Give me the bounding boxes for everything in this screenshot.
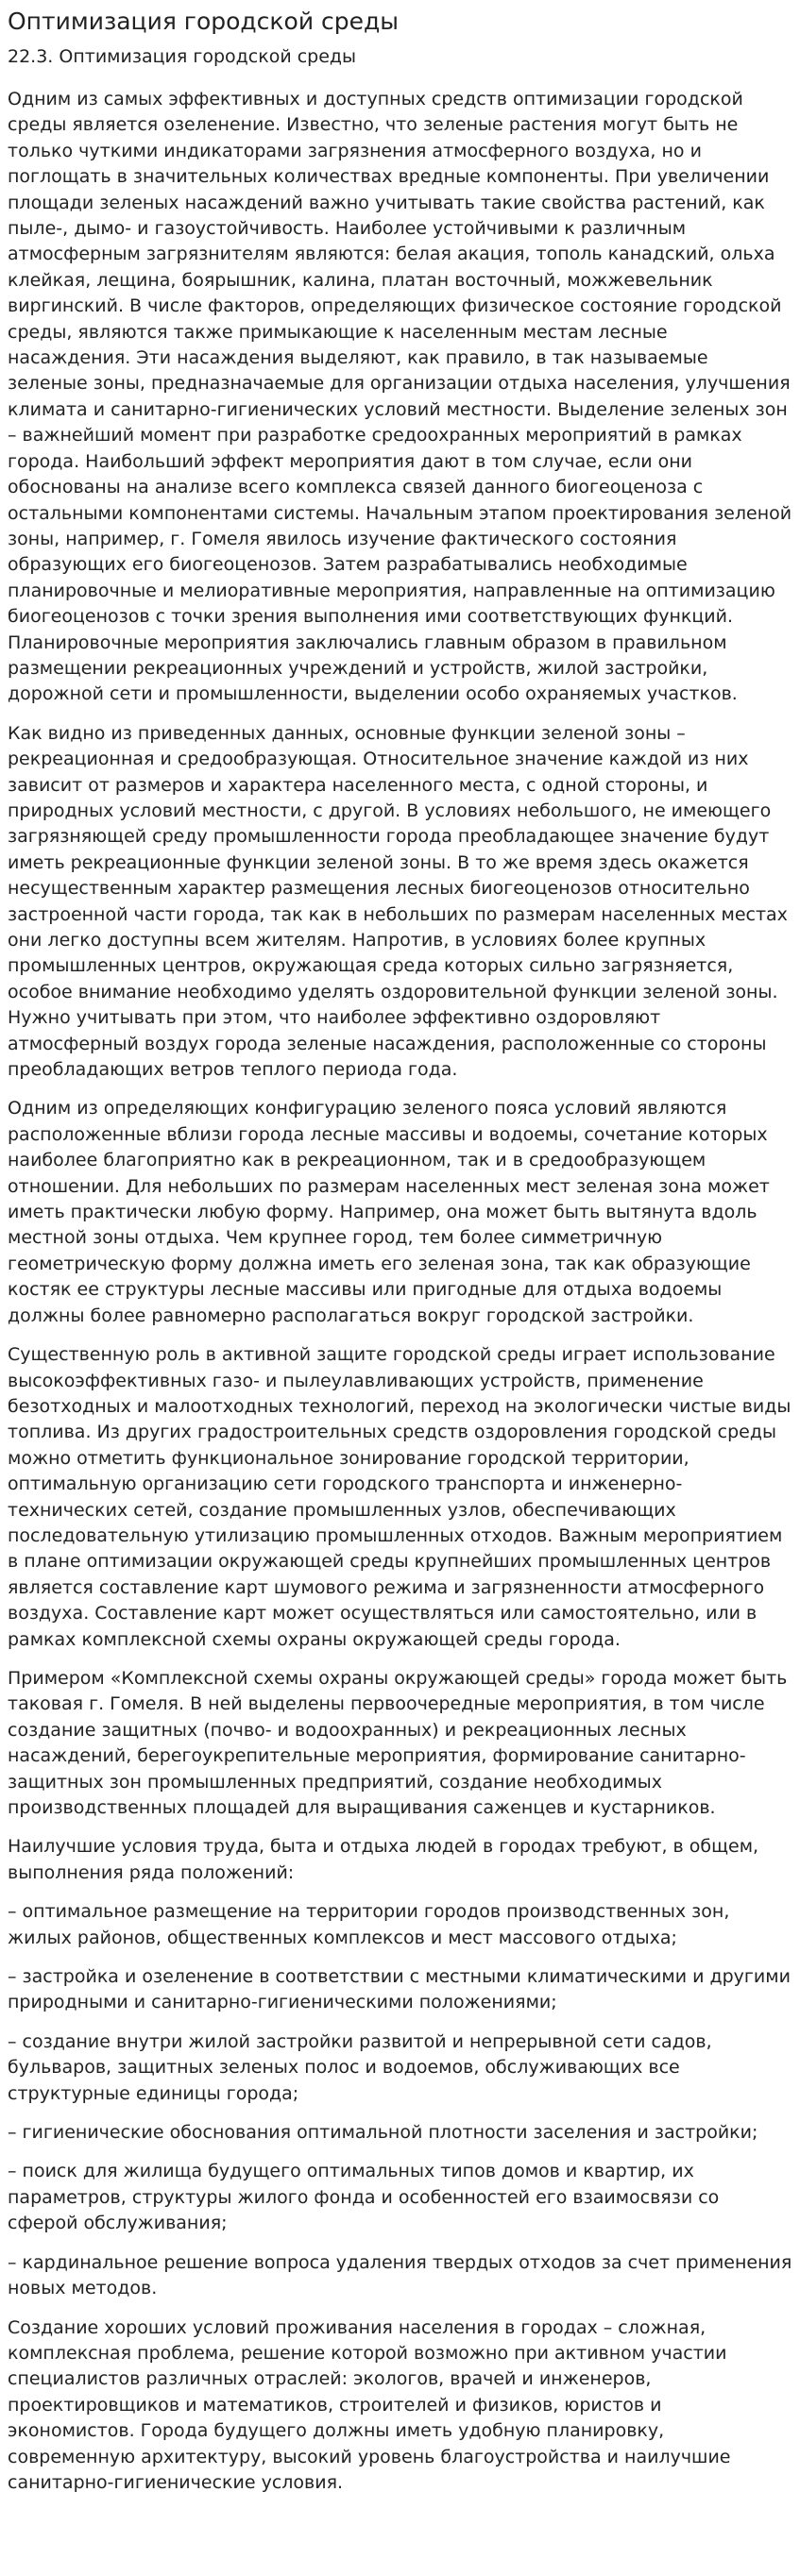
paragraph-green-zone-functions: Как видно из приведенных данных, основные функции зеленой зоны – рекреационная и средообразующая. Относительное значение каждой из них зависит от размеров и характера населенного места, с одной стороны, и природных условий местности, с другой. В условиях небольшого, не имеющего загрязняющей среду промышленности города преобладающее значение будут иметь рекреационные функции зеленой зоны. В то же время здесь окажется несущественным характер размещения лесных биогеоценозов относительно застроенной части города, так как в небольших по размерам населенных местах они легко доступны всем жителям. Напротив, в условиях более крупных промышленных центров, окружающая среда которых сильно загрязняется, особое внимание необходимо уделять оздоровительной функции зеленой зоны. Нужно учитывать при этом, что наиболее эффективно оздоровляют атмосферный воздух города зеленые насаждения, расположенные со стороны преобладающих ветров теплого периода года. <box>8 722 788 1081</box>
section-heading: 22.3. Оптимизация городской среды <box>8 46 357 67</box>
list-item: – создание внутри жилой застройки развитой и непрерывной сети садов, бульваров, защитных зеленых полос и водоемов, обслуживающих все структурные единицы города; <box>8 2030 712 2104</box>
page-title: Оптимизация городской среды <box>8 8 400 35</box>
paragraph-closing: Создание хороших условий проживания населения в городах – сложная, комплексная проблема, решение которой возможно при активном участии специалистов различных отраслей: экологов, врачей и инженеров, проектировщиков и математиков, строителей и физиков, юристов и экономистов. Города будущего должны иметь удобную планировку, современную архитектуру, высокий уровень благоустройства и наилучшие санитарно-гигиенические условия. <box>8 2316 731 2493</box>
list-item: – застройка и озеленение в соответствии с местными климатическими и другими природными и санитарно-гигиеническими положениями; <box>8 1966 791 2013</box>
paragraph-greening: Одним из самых эффективных и доступных средств оптимизации городской среды является озеленение. Известно, что зеленые растения могут быть не только чуткими индикаторами загрязнения атмосферного воздуха, но и поглощать в значительных количествах вредные компоненты. При увеличении площади зеленых насаждений важно учитывать такие свойства растений, как пыле-, дымо- и газоустойчивость. Наиболее устойчивыми к различным атмосферным загрязнителям являются: белая акация, тополь канадский, ольха клейкая, лещина, боярышник, калина, платан восточный, можжевельник виргинский. В числе факторов, определяющих физическое состояние городской среды, являются также примыкающие к населенным местам лесные насаждения. Эти насаждения выделяют, как правило, в так называемые зеленые зоны, предназначаемые для организации отдыха населения, улучшения климата и санитарно-гигиенических условий местности. Выделение зеленых зон – важнейший момент при разработке средоохранных мероприятий в рамках города. Наибольший эффект мероприятия дают в том случае, если они обоснованы на анализе всего комплекса связей данного биогеоценоза с остальными компонентами системы. Начальным этапом проектирования зеленой зоны, например, г. Гомеля явилось изучение фактического состояния образующих его биогеоценозов. Затем разрабатывались необходимые планировочные и мелиоративные мероприятия, направленные на оптимизацию биогеоценозов с точки зрения выполнения ими соответствующих функций. Планировочные мероприятия заключались главным образом в правильном размещении рекреационных учреждений и устройств, жилой застройки, дорожной сети и промышленности, выделении особо охраняемых участков. <box>8 89 792 705</box>
list-item: – гигиенические обоснования оптимальной плотности заселения и застройки; <box>8 2122 758 2144</box>
list-item: – кардинальное решение вопроса удаления твердых отходов за счет применения новых методов. <box>8 2251 792 2299</box>
list-item: – поиск для жилища будущего оптимальных типов домов и квартир, их параметров, структуры жилого фонда и особенностей его взаимосвязи со сферой обслуживания; <box>8 2161 720 2234</box>
list-item: – оптимальное размещение на территории городов производственных зон, жилых районов, общественных комплексов и мест массового отдыха; <box>8 1901 730 1948</box>
paragraph-gomel-scheme: Примером «Комплексной схемы охраны окружающей среды» города может быть таковая г. Гомеля. В ней выделены первоочередные мероприятия, в том числе создание защитных (почво- и водоохранных) и рекреационных лесных насаждений, берегоукрепительные мероприятия, формирование санитарно-защитных зон промышленных предприятий, создание необходимых производственных площадей для выращивания саженцев и кустарников. <box>8 1667 788 1818</box>
paragraph-conditions-intro: Наилучшие условия труда, быта и отдыха людей в городах требуют, в общем, выполнения ряда положений: <box>8 1836 759 1883</box>
paragraph-green-belt-configuration: Одним из определяющих конфигурацию зеленого пояса условий являются расположенные вблизи города лесные массивы и водоемы, сочетание которых наиболее благоприятно как в рекреационном, так и в средообразующем отношении. Для небольших по размерам населенных мест зеленая зона может иметь практически любую форму. Например, она может быть вытянута вдоль местной зоны отдыха. Чем крупнее город, тем более симметричную геометрическую форму должна иметь его зеленая зона, так как образующие костяк ее структуры лесные массивы или пригодные для отдыха водоемы должны более равномерно располагаться вокруг городской застройки. <box>8 1098 770 1326</box>
paragraph-active-protection: Существенную роль в активной защите городской среды играет использование высокоэффективных газо- и пылеулавливающих устройств, применение безотходных и малоотходных технологий, переход на экологически чистые виды топлива. Из других градостроительных средств оздоровления городской среды можно отметить функциональное зонирование городской территории, оптимальную организацию сети городского транспорта и инженерно-технических сетей, создание промышленных узлов, обеспечивающих последовательную утилизацию промышленных отходов. Важным мероприятием в плане оптимизации окружающей среды крупнейших промышленных центров является составление карт шумового режима и загрязненности атмосферного воздуха. Составление карт может осуществляться или самостоятельно, или в рамках комплексной схемы охраны окружающей среды города. <box>8 1344 791 1650</box>
